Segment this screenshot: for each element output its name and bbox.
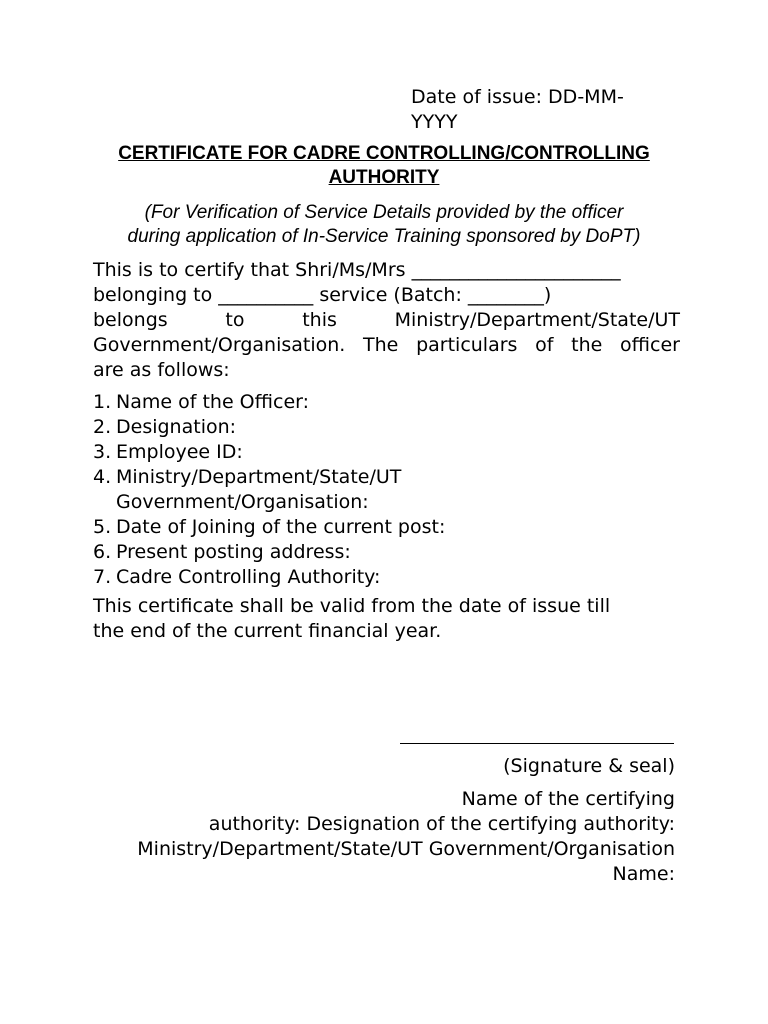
list-item-label: Cadre Controlling Authority: xyxy=(116,566,381,588)
authority-line-3: Ministry/Department/State/UT Government/Organisation xyxy=(137,838,675,860)
list-item-label: Date of Joining of the current post: xyxy=(116,516,446,538)
list-item-number: 4. xyxy=(93,466,112,488)
list-item-number: 1. xyxy=(93,391,112,413)
list-item-label: Employee ID: xyxy=(116,441,243,463)
authority-line-4: Name: xyxy=(612,863,675,885)
issue-date-line-2: YYYY xyxy=(411,111,458,133)
signature-label: (Signature & seal) xyxy=(503,755,675,777)
validity-paragraph xyxy=(93,594,680,644)
issue-date xyxy=(411,85,661,135)
certificate-subtitle-line-1: (For Verification of Service Details provided by the officer xyxy=(144,202,624,223)
signature-line xyxy=(400,743,674,744)
certificate-title xyxy=(93,142,675,190)
certificate-title-line-1: CERTIFICATE FOR CADRE CONTROLLING/CONTROLLING xyxy=(118,143,650,164)
list-item xyxy=(93,540,680,565)
authority-line-1: Name of the certifying xyxy=(461,788,675,810)
officer-particulars-list xyxy=(93,390,680,590)
certificate-title-line-2: AUTHORITY xyxy=(328,167,440,188)
certifying-authority-block xyxy=(90,787,675,887)
authority-line-2: authority: Designation of the certifying authority: xyxy=(208,813,675,835)
certification-paragraph xyxy=(93,258,680,383)
intro-line-2: belonging to __________ service (Batch: ________) xyxy=(93,284,552,306)
validity-line-1: This certificate shall be valid from the date of issue till xyxy=(93,595,611,617)
list-item-number: 5. xyxy=(93,516,112,538)
list-item-label xyxy=(116,465,401,515)
list-item xyxy=(93,515,680,540)
list-item xyxy=(93,390,680,415)
intro-line-5: are as follows: xyxy=(93,359,230,381)
list-item xyxy=(93,565,680,590)
intro-line-4: Government/Organisation. The particulars of the officer xyxy=(93,334,680,356)
list-item-number: 2. xyxy=(93,416,112,438)
issue-date-line-1: Date of issue: DD-MM- xyxy=(411,86,624,108)
intro-line-1: This is to certify that Shri/Ms/Mrs ______________________ xyxy=(93,259,621,281)
list-item-label-line-2: Government/Organisation: xyxy=(116,491,369,513)
list-item xyxy=(93,415,680,440)
list-item xyxy=(93,465,680,515)
intro-line-3: belongs to this Ministry/Department/State/UT xyxy=(93,309,680,331)
list-item-label: Designation: xyxy=(116,416,237,438)
list-item-number: 7. xyxy=(93,566,112,588)
list-item xyxy=(93,440,680,465)
list-item-number: 6. xyxy=(93,541,112,563)
certificate-subtitle-line-2: during application of In-Service Training sponsored by DoPT) xyxy=(127,226,641,247)
list-item-label: Present posting address: xyxy=(116,541,351,563)
list-item-label: Name of the Officer: xyxy=(116,391,310,413)
list-item-number: 3. xyxy=(93,441,112,463)
validity-line-2: the end of the current financial year. xyxy=(93,620,442,642)
certificate-subtitle xyxy=(93,201,675,249)
list-item-label-line-1: Ministry/Department/State/UT xyxy=(116,466,402,488)
